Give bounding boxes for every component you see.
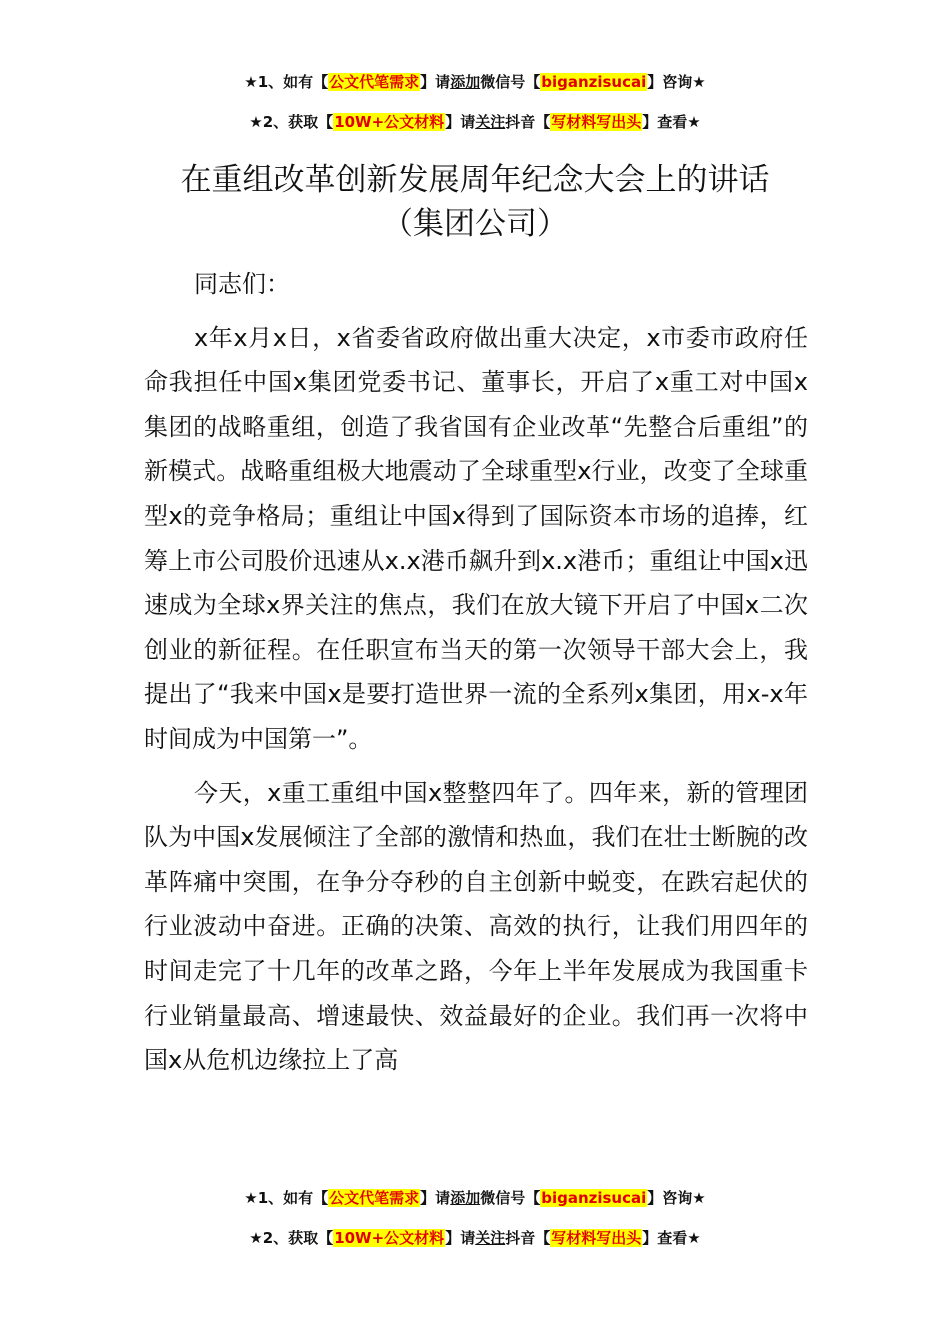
promo-highlight: 公文代笔需求 <box>329 1189 420 1207</box>
promo-text: 微信号【 <box>480 1189 541 1207</box>
document-subtitle: （集团公司） <box>382 206 568 242</box>
promo-text: 】请 <box>420 73 451 91</box>
greeting: 同志们： <box>194 270 290 298</box>
promo-text: 微信号【 <box>480 73 541 91</box>
promo-wechat-id: biganzisucai <box>541 1189 647 1207</box>
document-title: 在重组改革创新发展周年纪念大会上的讲话 <box>180 162 770 198</box>
promo-text: 】咨询★ <box>647 1189 706 1207</box>
promo-douyin-id: 写材料写出头 <box>551 1229 642 1247</box>
promo-highlight: 公文代笔需求 <box>329 73 420 91</box>
promo-line-1-top <box>0 71 950 93</box>
promo-underline: 添加 <box>450 73 481 91</box>
promo-text: 】咨询★ <box>647 73 706 91</box>
promo-text: ★1、如有【 <box>244 73 329 91</box>
promo-underline: 添加 <box>450 1189 481 1207</box>
promo-text: ★2、获取【 <box>249 1229 334 1247</box>
promo-line-1-bottom <box>0 1187 950 1209</box>
promo-text: ★1、如有【 <box>244 1189 329 1207</box>
promo-line-2-bottom <box>0 1227 950 1249</box>
promo-underline: 关注 <box>475 113 506 131</box>
promo-text: 抖音【 <box>505 1229 551 1247</box>
document-body <box>144 262 808 1083</box>
promo-wechat-id: biganzisucai <box>541 73 647 91</box>
promo-text: 】请 <box>445 1229 476 1247</box>
paragraph-1: x年x月x日，x省委省政府做出重大决定，x市委市政府任命我担任中国x集团党委书记、董事长，开启了x重工对中国x集团的战略重组，创造了我省国有企业改革“先整合后重组”的新模式。战略重组极大地震动了全球重型x行业，改变了全球重型x的竞争格局；重组让中国x得到了国际资本市场的追捧，红筹上市公司股价迅速从x.x港币飙升到x.x港币；重组让中国x迅速成为全球x界关注的焦点，我们在放大镜下开启了中国x二次创业的新征程。在任职宣布当天的第一次领导干部大会上，我提出了“我来中国x是要打造世界一流的全系列x集团，用x-x年时间成为中国第一”。 <box>144 323 808 753</box>
promo-text: 抖音【 <box>505 113 551 131</box>
promo-line-2-top <box>0 111 950 133</box>
promo-text: 】请 <box>420 1189 451 1207</box>
promo-highlight: 10W+公文材料 <box>334 1229 445 1247</box>
promo-underline: 关注 <box>475 1229 506 1247</box>
promo-text: 】请 <box>445 113 476 131</box>
promo-text: 】查看★ <box>642 113 701 131</box>
promo-text: 】查看★ <box>642 1229 701 1247</box>
promo-text: ★2、获取【 <box>249 113 334 131</box>
promo-highlight: 10W+公文材料 <box>334 113 445 131</box>
promo-douyin-id: 写材料写出头 <box>551 113 642 131</box>
paragraph-2: 今天，x重工重组中国x整整四年了。四年来，新的管理团队为中国x发展倾注了全部的激情和热血，我们在壮士断腕的改革阵痛中突围，在争分夺秒的自主创新中蜕变，在跌宕起伏的行业波动中奋进。正确的决策、高效的执行，让我们用四年的时间走完了十几年的改革之路，今年上半年发展成为我国重卡行业销量最高、增速最快、效益最好的企业。我们再一次将中国x从危机边缘拉上了高 <box>144 778 808 1075</box>
